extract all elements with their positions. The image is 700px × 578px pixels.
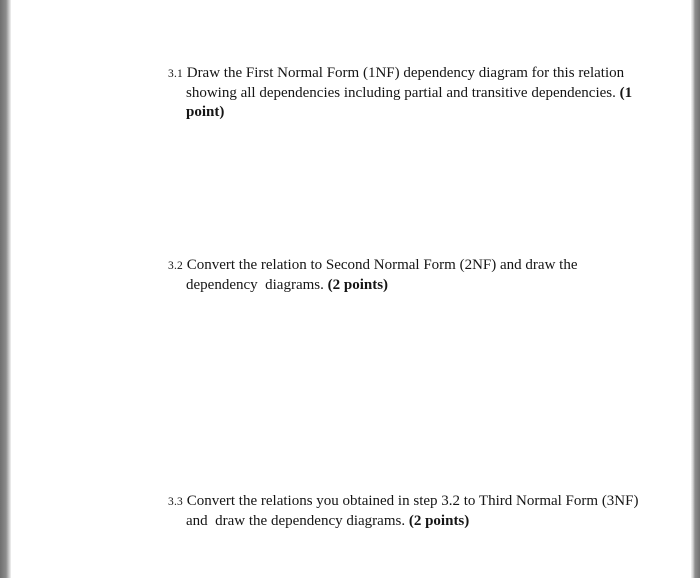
question-3-2-line-2 bbox=[168, 276, 638, 295]
question-3-2-line-1 bbox=[168, 256, 638, 276]
question-3-3-line-1 bbox=[168, 492, 658, 512]
question-number: 3.1 bbox=[168, 68, 183, 80]
question-3-3 bbox=[168, 492, 658, 531]
question-text: Convert the relations you obtained in step 3.2 to Third Normal Form (3NF) bbox=[186, 493, 639, 509]
question-3-1-line-1 bbox=[168, 64, 646, 84]
question-3-1-line-3 bbox=[168, 103, 646, 122]
question-number: 3.3 bbox=[168, 496, 183, 508]
page-right-edge bbox=[691, 0, 700, 578]
points-label: (2 points) bbox=[408, 513, 470, 529]
question-text: showing all dependencies including partial and transitive dependencies. bbox=[186, 85, 616, 101]
question-text: dependency diagrams. bbox=[186, 277, 324, 293]
question-text: and draw the dependency diagrams. bbox=[186, 513, 406, 529]
points-label: (2 points) bbox=[327, 277, 389, 293]
question-3-1-line-2 bbox=[168, 84, 646, 103]
points-label: point) bbox=[186, 104, 225, 120]
page-left-edge bbox=[0, 0, 11, 578]
question-number: 3.2 bbox=[168, 260, 183, 272]
question-3-3-line-2 bbox=[168, 512, 658, 531]
question-text: Convert the relation to Second Normal Form (2NF) and draw the bbox=[186, 257, 578, 273]
points-label: (1 bbox=[619, 85, 633, 101]
question-3-2 bbox=[168, 256, 638, 295]
question-3-1 bbox=[168, 64, 646, 122]
question-text: Draw the First Normal Form (1NF) dependency diagram for this relation bbox=[186, 65, 625, 81]
